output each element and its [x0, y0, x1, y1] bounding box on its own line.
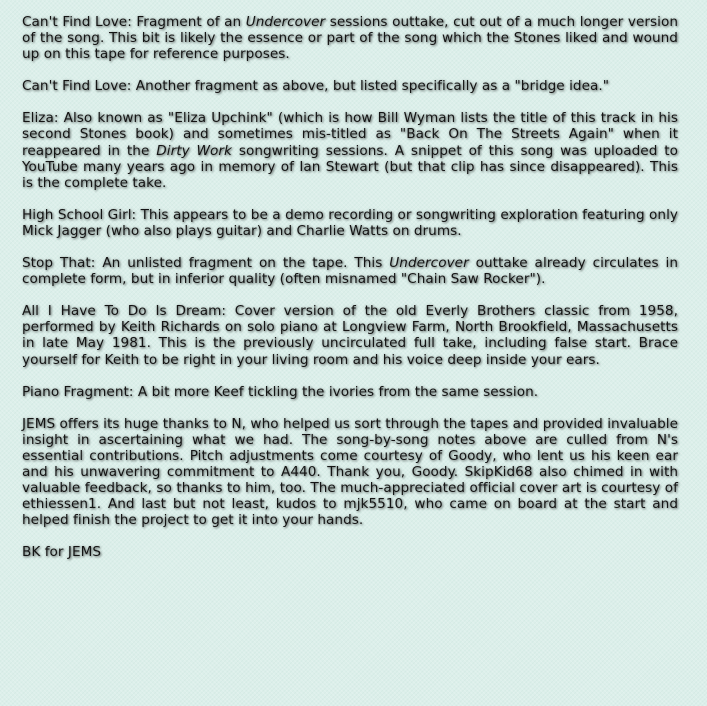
note-piano-fragment: Piano Fragment: A bit more Keef tickling the ivories from the same session. — [22, 383, 539, 400]
liner-notes-document — [22, 14, 678, 576]
signature-line: BK for JEMS — [22, 544, 102, 561]
note-eliza: Eliza: Also known as "Eliza Upchink" (which is how Bill Wyman lists the title of this track in his second Stones book) and sometimes mis-titled as "Back On The Streets Again" when it reappeared in the Dirty Work songwriting sessions. A snippet of this song was uploaded to YouTube many years ago in memory of Ian Stewart (but that clip has since disappeared). This is the complete take. — [22, 110, 679, 191]
album-title-undercover: Undercover — [389, 255, 469, 272]
note-cant-find-love-fragment: Can't Find Love: Fragment of an Undercover sessions outtake, cut out of a much longer version of the song. This bit is likely the essence or part of the song which the Stones liked and wound up on this tape for reference purposes. — [22, 14, 678, 63]
acknowledgements: JEMS offers its huge thanks to N, who helped us sort through the tapes and provided invaluable insight in ascertaining what we had. The song-by-song notes above are culled from N's essential contributions. Pitch adjustments come courtesy of Goody, who lent us his keen ear and his unwavering commitment to A440. Thank you, Goody. SkipKid68 also chimed in with valuable feedback, so thanks to him, too. The much-appreciated official cover art is courtesy of ethiessen1. And last but not least, kudos to mjk5510, who came on board at the start and helped finish the project to get it into your hands. — [22, 415, 678, 529]
note-cant-find-love-bridge: Can't Find Love: Another fragment as above, but listed specifically as a "bridge idea." — [22, 78, 610, 95]
album-title-undercover: Undercover — [245, 14, 326, 30]
note-stop-that: Stop That: An unlisted fragment on the tape. This Undercover outtake already circulates in complete form, but in inferior quality (often misnamed "Chain Saw Rocker"). — [22, 255, 678, 288]
note-all-i-have-to-do-is-dream: All I Have To Do Is Dream: Cover version of the old Everly Brothers classic from 1958, performed by Keith Richards on solo piano at Longview Farm, North Brookfield, Massachusetts in late May 1981. This is the previously uncirculated full take, including false start. Brace yourself for Keith to be right in your living room and his voice deep inside your ears. — [22, 303, 678, 368]
note-high-school-girl: High School Girl: This appears to be a demo recording or songwriting exploration featuring only Mick Jagger (who also plays guitar) and Charlie Watts on drums. — [22, 206, 678, 239]
album-title-dirty-work: Dirty Work — [156, 142, 232, 159]
